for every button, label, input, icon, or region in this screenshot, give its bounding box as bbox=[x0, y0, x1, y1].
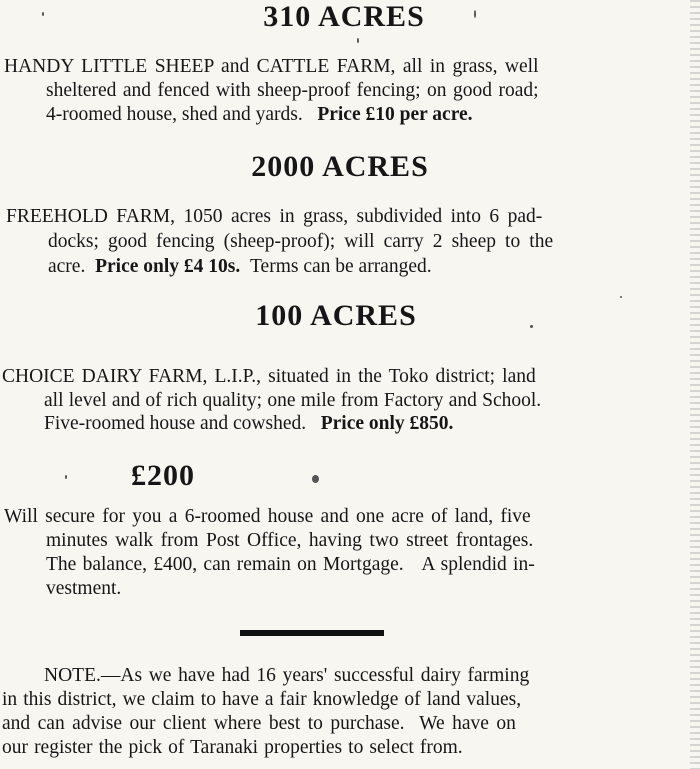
note-line-4: our register the pick of Taranaki properties to select from. bbox=[2, 737, 463, 758]
scan-edge-shadow bbox=[690, 0, 700, 769]
note-line-1: NOTE.—As we have had 16 years' successful dairy farming bbox=[44, 665, 530, 686]
section-divider bbox=[240, 630, 384, 636]
print-speck bbox=[42, 12, 44, 16]
print-speck bbox=[65, 475, 67, 479]
listing-heading-100-acres: 100 ACRES bbox=[255, 299, 417, 332]
listing-heading-2000-acres: 2000 ACRES bbox=[251, 150, 429, 183]
print-speck bbox=[357, 38, 359, 43]
note-line-3: and can advise our client where best to purchase. We have on bbox=[2, 713, 516, 734]
print-speck bbox=[312, 475, 319, 483]
listing-2-terms: Terms can be arranged. bbox=[250, 256, 432, 277]
listing-2-line-2: docks; good fencing (sheep-proof); will carry 2 sheep to the bbox=[48, 231, 554, 252]
listing-4-line-4: vestment. bbox=[46, 578, 122, 599]
listing-4-line-2: minutes walk from Post Office, having two street frontages. bbox=[46, 530, 534, 551]
listing-1-line-1: HANDY LITTLE SHEEP and CATTLE FARM, all in grass, well bbox=[4, 56, 539, 77]
listing-3-price: Price only £850. bbox=[320, 413, 454, 434]
listing-1-line-3 bbox=[46, 103, 473, 127]
listing-3-line-1: CHOICE DAIRY FARM, L.I.P., situated in the Toko district; land bbox=[2, 366, 536, 387]
listing-4-line-3: The balance, £400, can remain on Mortgage. A splendid in- bbox=[46, 554, 535, 575]
listing-heading-200-pounds: £200 bbox=[131, 459, 195, 492]
listing-4-line-1: Will secure for you a 6-roomed house and one acre of land, five bbox=[4, 506, 531, 527]
print-speck bbox=[530, 325, 533, 328]
listing-2-line-3 bbox=[48, 255, 432, 279]
listing-1-price: Price £10 per acre. bbox=[317, 104, 473, 125]
listing-1-line-3-text: 4-roomed house, shed and yards. bbox=[46, 104, 303, 125]
print-speck bbox=[474, 10, 476, 18]
print-speck bbox=[620, 296, 622, 298]
listing-3-line-3-text: Five-roomed house and cowshed. bbox=[44, 413, 307, 434]
listing-2-line-3-text: acre. bbox=[48, 256, 86, 277]
listing-2-line-1: FREEHOLD FARM, 1050 acres in grass, subdivided into 6 pad- bbox=[6, 206, 543, 227]
listing-2-price: Price only £4 10s. bbox=[95, 256, 241, 277]
listing-3-line-3 bbox=[44, 412, 453, 436]
listing-3-line-2: all level and of rich quality; one mile from Factory and School. bbox=[44, 390, 542, 411]
listing-heading-310-acres: 310 ACRES bbox=[263, 0, 425, 33]
note-line-2: in this district, we claim to have a fair knowledge of land values, bbox=[2, 689, 522, 710]
listing-1-line-2: sheltered and fenced with sheep-proof fencing; on good road; bbox=[46, 80, 539, 101]
